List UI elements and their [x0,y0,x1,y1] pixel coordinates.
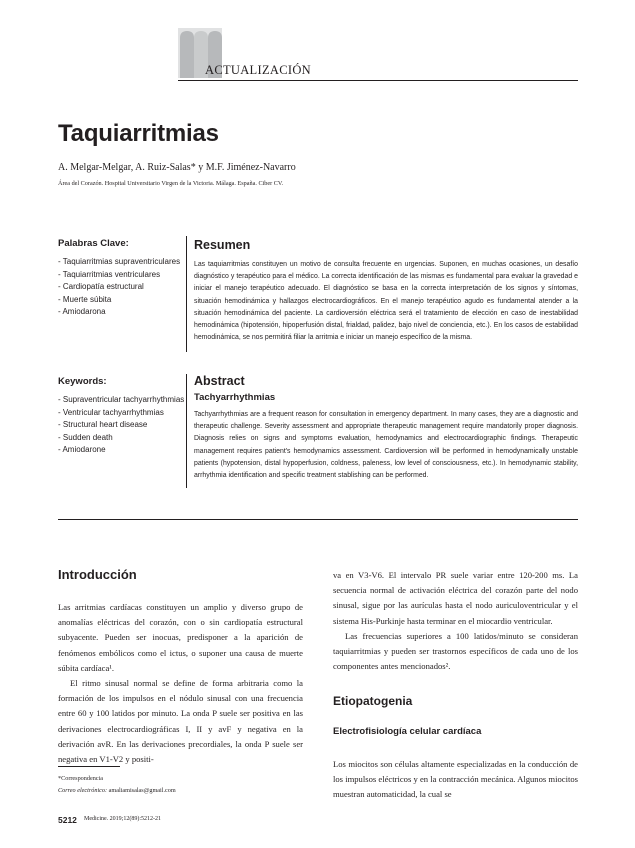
right-paragraph-1: va en V3-V6. El intervalo PR suele variar entre 120-200 ms. La secuencia normal de activación eléctrica del corazón parte del nodo sinusal, sigue por las aurículas hasta el nodo auriculoventricular y el sistema His-Purkinje hasta terminar en el miocardio ventricular. [333,570,578,626]
abstract-title: Abstract [194,374,245,388]
footnote-rule [58,766,120,767]
keyword-es-item: - Taquiarritmias ventriculares [58,269,161,279]
keyword-en-item: - Ventricular tachyarrhythmias [58,407,164,417]
keywords-es-list [58,256,188,319]
right-paragraph-3: Los miocitos son células altamente especializadas en la conducción de los impulsos eléctricos y en la contracción mecánica. Algunos miocitos muestran automaticidad, la cual se [333,759,578,800]
keyword-es-item: - Taquiarritmias supraventriculares [58,257,181,266]
resumen-text: Las taquiarritmias constituyen un motivo de consulta frecuente en urgencias. Suponen, en muchas ocasiones, un desafío diagnóstico y terapéutico para el médico. La correcta identificación de las mismas es fundamental para evaluar la gravedad e iniciar el manejo terapéutico adecuado. El diagnóstico se basa en la correcta interpretación de los signos y síntomas, situación hemodinámica y hallazgos electrocardiográficos. En el manejo terapéutico agudo es fundamental atender a la situación hemodinámica del paciente. La cardioversión eléctrica será el tratamiento de elección en caso de inestabilidad hemodinámica (hipotensión, hipoperfusión distal, frialdad, palidez, bajo nivel de conciencia, etc.). En los casos de estabilidad hemodinámica, se nos permitirá filiar la arritmia e iniciar un manejo específico de la misma. [194,261,578,342]
page-number: 5212 [58,815,77,825]
intro-paragraph-1: Las arritmias cardíacas constituyen un amplio y diverso grupo de anomalías eléctricas del corazón, con o sin cardiopatía estructural subyacente. Pueden ser inocuas, predisponer a la aparición de fenómenos embólicos como el ictus, o suponer una causa de muerte súbita cardíaca¹. [58,602,303,673]
article-title: Taquiarritmias [58,120,219,147]
keywords-es-title: Palabras Clave: [58,238,129,249]
footnote-email [58,787,176,794]
article-authors: A. Melgar-Melgar, A. Ruiz-Salas* y M.F. Jiménez-Navarro [58,162,296,173]
keyword-es-item: - Amiodarona [58,307,106,317]
keyword-en-item: - Sudden death [58,432,113,442]
keyword-es-item: - Muerte súbita [58,294,112,304]
keyword-en-item: - Amiodarone [58,445,106,455]
keyword-es-item: - Cardiopatía estructural [58,282,144,292]
intro-paragraph-2: El ritmo sinusal normal se define de forma arbitraria como la formación de los impulsos en el nódulo sinusal con una frecuencia entre 60 y 100 latidos por minuto. La onda P suele ser positiva en las derivaciones electrocardiográficas I, II y avF y negativa en la derivación avR. En las derivaciones precordiales, la onda P suele ser negativa en V1-V2 y positi- [58,678,303,765]
abstract-text: Tachyarrhythmias are a frequent reason for consultation in emergency department. In many cases, they are a diagnostic and therapeutic challenge. Severity assessment and appropriate therapeutic management require mandatorily proper diagnosis. Diagnosis relies on signs and symptoms evaluation, hemodynamics and electrocardiographic findings. Therapeutic management requires patient's hemodynamics assessment. Cardioversion will be performed in hemodynamically unstable patients (hypotension, distal hypoperfusion, coldness, paleness, low level of consciousness, etc.). In hemodynamic stability, arrhythmia identification and specific treatment stablishing can be performed. [194,411,578,480]
abstract-rule [186,374,187,488]
email-address: amaliamisalas@gmail.com [108,787,176,794]
email-label: Correo electrónico: [58,787,108,794]
electrofisiologia-heading: Electrofisiología celular cardíaca [333,726,482,737]
right-column-bottom [333,757,578,803]
keywords-en-title: Keywords: [58,376,107,387]
header-rule [178,80,578,81]
section-divider [58,519,578,520]
keywords-en-list [58,394,188,457]
resumen-rule [186,236,187,352]
journal-citation: Medicine. 2019;12(89):5212-21 [84,816,161,822]
right-paragraph-2: Las frecuencias superiores a 100 latidos/minuto se consideran taquiarritmias y pueden ser trastornos específicos de cada uno de los componentes antes mencionados². [333,630,578,672]
resumen-title: Resumen [194,238,251,252]
article-affiliation: Área del Corazón. Hospital Universitario Virgen de la Victoria. Málaga. España. Ciber CV. [58,180,284,187]
section-label: ACTUALIZACIÓN [205,63,311,77]
intro-heading: Introducción [58,567,137,582]
abstract-subtitle: Tachyarrhythmias [194,392,276,403]
keyword-en-item: - Structural heart disease [58,420,148,430]
footnote-correspondence: *Correspondencia [58,775,104,782]
right-column [333,568,578,674]
etiopatogenia-heading: Etiopatogenia [333,694,413,708]
left-column [58,600,303,767]
keyword-en-item: - Supraventricular tachyarrhythmias [58,395,185,404]
